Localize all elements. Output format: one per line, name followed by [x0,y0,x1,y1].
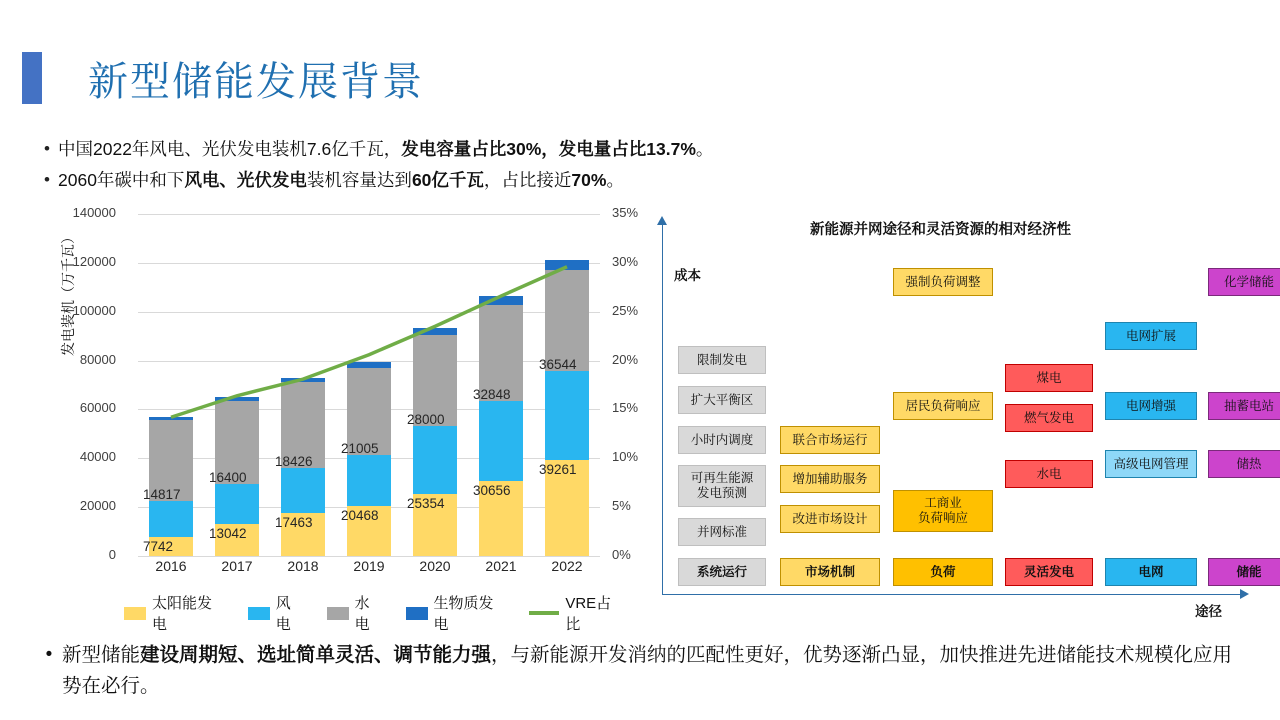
bar-value-label: 30656 [473,483,511,499]
y-tick-label: 40000 [79,449,116,465]
secondary-y-tick-label: 25% [612,302,639,318]
bullet-text [58,136,713,162]
bar-value-label: 32848 [473,386,511,402]
page-title: 新型储能发展背景 [88,59,424,105]
text-run: ，与新能源开发消纳的匹配性更好，优势逐渐凸显，加快推进先进储能技术规模化应用势在必行。 [62,644,1233,697]
y-tick-label: 100000 [72,302,116,318]
diagram-box: 联合市场运行 [780,426,880,454]
legend-label: 水电 [354,595,370,633]
bar-value-label: 36544 [539,356,577,372]
y-tick-label: 60000 [79,400,116,416]
bottom-note [36,640,1246,702]
chart-y-axis-label: 发电装机（万千瓦） [60,230,76,356]
legend-label: 生物质发电 [433,595,494,633]
legend-swatch [124,607,146,620]
diagram-box: 电网增强 [1105,392,1197,420]
diagram-box: 高级电网管理 [1105,450,1197,478]
bar-value-label: 17463 [275,515,313,531]
secondary-y-tick-label: 30% [612,253,639,269]
text-run: 发电容量占比30%，发电量占比13.7% [401,139,696,159]
bar-value-label: 28000 [407,411,445,427]
secondary-y-tick-label: 5% [612,498,631,514]
diagram-box: 改进市场设计 [780,505,880,533]
bullet-marker: • [44,139,50,158]
bullet-item [36,136,1256,162]
secondary-y-tick-label: 35% [612,205,639,220]
legend-item [406,592,509,634]
legend-item [327,592,385,634]
bullet-item [36,167,1256,193]
legend-swatch [529,611,559,615]
diagram-box: 化学储能 [1208,268,1280,296]
y-tick-label: 0 [108,547,116,562]
bar-value-label: 16400 [209,470,247,486]
text-run: 。 [606,170,624,190]
bar-value-label: 39261 [539,462,577,478]
bullet-text [58,167,624,193]
economics-diagram [650,206,1274,619]
x-tick-label: 2017 [221,558,253,574]
diagram-y-axis-label: 成本 [674,268,701,283]
legend-swatch [406,607,428,620]
bar-value-label: 14817 [143,486,181,502]
diagram-box: 煤电 [1005,364,1093,392]
diagram-box: 储能 [1208,558,1280,586]
diagram-box: 电网扩展 [1105,322,1197,350]
diagram-box: 并网标准 [678,518,766,546]
text-run: 中国2022年风电、光伏发电装机7.6亿千瓦， [58,139,402,159]
secondary-y-tick-label: 10% [612,449,639,465]
diagram-box: 扩大平衡区 [678,386,766,414]
text-run: 装机容量达到 [306,170,412,190]
x-tick-label: 2021 [485,558,517,574]
legend-swatch [327,607,349,620]
legend-item [529,592,626,634]
bar-value-label: 18426 [275,454,313,470]
bar-value-label: 13042 [209,526,247,542]
diagram-box: 强制负荷调整 [893,268,993,296]
text-run: 建设周期短、选址简单灵活、调节能力强 [140,644,492,666]
diagram-x-axis [662,594,1242,595]
legend-item [124,592,227,634]
x-tick-label: 2019 [353,558,385,574]
text-run: 70% [571,170,607,190]
x-tick-label: 2018 [287,558,319,574]
diagram-box: 电网 [1105,558,1197,586]
secondary-y-tick-label: 20% [612,351,639,367]
text-run: 2060年碳中和下 [58,170,185,190]
diagram-y-axis-arrow [657,216,667,225]
diagram-box: 可再生能源 发电预测 [678,465,766,507]
diagram-box: 限制发电 [678,346,766,374]
title-accent-bar [22,52,42,104]
legend-label: 太阳能发电 [151,595,212,633]
bar-value-label: 7742 [143,539,174,555]
diagram-y-axis [662,224,663,594]
diagram-x-axis-arrow [1240,589,1249,599]
y-tick-label: 120000 [72,253,116,269]
diagram-box: 工商业 负荷响应 [893,490,993,532]
bottom-note-text [62,640,1246,702]
text-run: 新型储能 [62,644,141,666]
stacked-bar-chart [60,205,640,633]
legend-swatch [248,607,270,620]
chart-legend [124,592,640,634]
gridline [138,556,600,557]
diagram-box: 水电 [1005,460,1093,488]
bullet-marker: • [44,170,50,189]
diagram-box: 灵活发电 [1005,558,1093,586]
legend-label: 风电 [275,595,291,633]
diagram-title: 新能源并网途径和灵活资源的相对经济性 [810,222,1071,238]
legend-label: VRE占比 [565,595,612,633]
text-run: 风电、光伏发电 [184,170,307,190]
diagram-box: 燃气发电 [1005,404,1093,432]
y-tick-label: 140000 [72,205,116,220]
bullet-marker: • [45,644,53,665]
text-run: ，占比接近 [483,170,572,190]
vre-share-line [138,214,600,556]
diagram-box: 市场机制 [780,558,880,586]
bar-value-label: 20468 [341,507,379,523]
y-tick-label: 80000 [79,351,116,367]
y-tick-label: 20000 [79,498,116,514]
diagram-box: 小时内调度 [678,426,766,454]
text-run: 60亿千瓦 [411,170,484,190]
diagram-box: 抽蓄电站 [1208,392,1280,420]
legend-item [248,592,306,634]
text-run: 。 [695,139,714,159]
secondary-y-tick-label: 15% [612,400,639,416]
secondary-y-tick-label: 0% [612,547,631,562]
bullet-list [36,136,1256,198]
x-tick-label: 2020 [419,558,451,574]
bar-value-label: 25354 [407,496,445,512]
diagram-box: 负荷 [893,558,993,586]
diagram-box: 系统运行 [678,558,766,586]
x-tick-label: 2022 [551,558,583,574]
diagram-box: 居民负荷响应 [893,392,993,420]
bar-value-label: 21005 [341,440,379,456]
x-tick-label: 2016 [155,558,187,574]
diagram-box: 储热 [1208,450,1280,478]
diagram-x-axis-label: 途径 [1195,604,1222,619]
diagram-box: 增加辅助服务 [780,465,880,493]
